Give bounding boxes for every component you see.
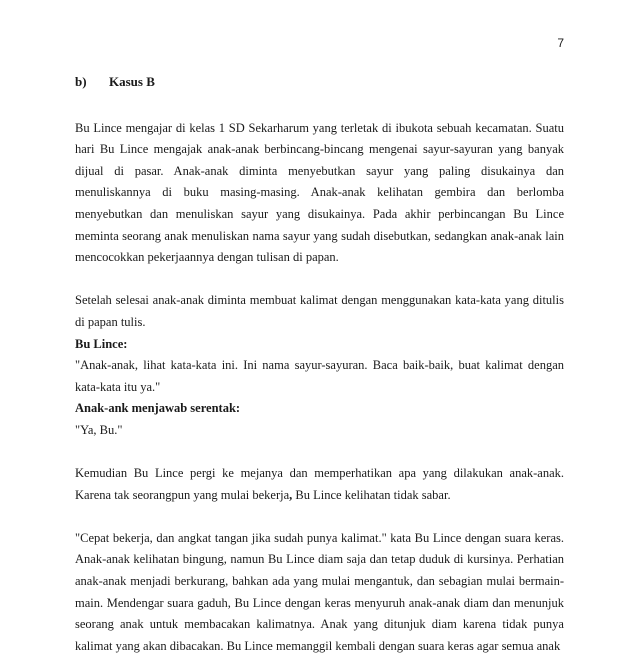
speaker-label: Anak-ank menjawab serentak:	[75, 401, 241, 416]
paragraph-task: Setelah selesai anak-anak diminta membuat kalimat dengan menggunakan kata-kata yang ditulis di papan tulis.	[75, 293, 564, 329]
section-label: b)	[75, 74, 87, 89]
paragraph-teacher	[75, 463, 564, 506]
paragraph-text: Bu Lince kelihatan tidak sabar.	[292, 487, 451, 502]
paragraph-intro: Bu Lince mengajar di kelas 1 SD Sekarharum yang terletak di ibukota sebuah kecamatan. Suatu hari Bu Lince mengajak anak-anak berbincang-bincang mengenai sayur-sayuran yang banyak dijual di pasar. Anak-anak diminta menyebutkan sayur yang paling disukainya dan menuliskannya di buku masing-masing. Anak-anak kelihatan gembira dan berlomba menyebutkan dan menuliskan sayur yang disukainya. Pada akhir perbincangan Bu Lince meminta seorang anak menuliskan nama sayur yang sudah disebutkan, sedangkan anak-anak lain mencocokkan pekerjaannya dengan tulisan di papan.	[75, 120, 564, 265]
section-heading	[75, 74, 155, 90]
section-title: Kasus B	[109, 74, 155, 89]
dialogue-quote: "Ya, Bu."	[75, 422, 123, 437]
speaker-label: Bu Lince:	[75, 336, 128, 351]
dialogue-quote: "Anak-anak, lihat kata-kata ini. Ini nama sayur-sayuran. Baca baik-baik, buat kalimat dengan kata-kata itu ya."	[75, 358, 564, 394]
document-body	[75, 96, 564, 657]
paragraph-class: "Cepat bekerja, dan angkat tangan jika sudah punya kalimat." kata Bu Lince dengan suara keras. Anak-anak kelihatan bingung, namun Bu Lince diam saja dan tetap duduk di kursinya. Perhatian anak-anak menjadi berkurang, bahkan ada yang mulai mengantuk, dan sebagian mulai bermain-main. Mendengar suara gaduh, Bu Lince dengan keras menyuruh anak-anak diam dan menunjuk seorang anak untuk membacakan kalimatnya. Anak yang ditunjuk diam karena tidak punya kalimat yang akan dibacakan. Bu Lince memanggil kembali dengan suara keras agar semua anak	[75, 530, 564, 653]
page-number: 7	[557, 36, 564, 50]
paragraph-comma: ,	[289, 487, 293, 502]
paragraph-text: Kemudian Bu Lince pergi ke mejanya dan memperhatikan apa yang dilakukan anak-anak. Karena tak seorangpun yang mulai bekerja	[75, 466, 564, 502]
